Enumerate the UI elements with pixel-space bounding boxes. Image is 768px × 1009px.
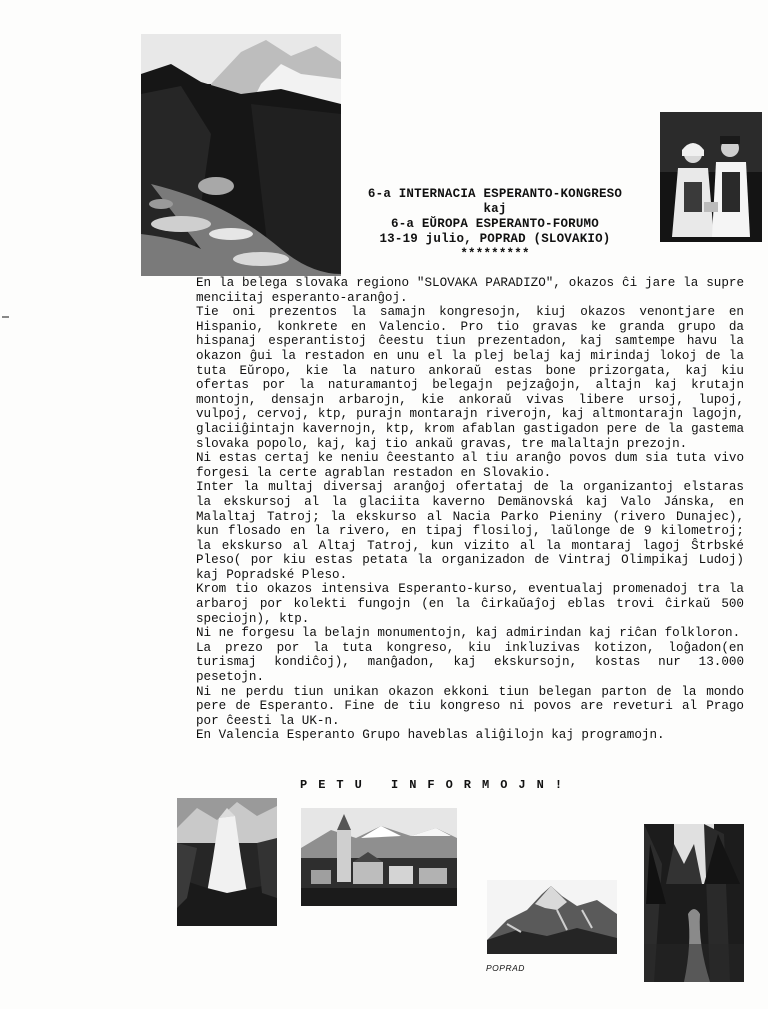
folk-costume-couple-photo — [660, 112, 762, 242]
article-body — [196, 276, 744, 743]
mountain-stream-photo — [141, 34, 341, 276]
request-info-title: PETU INFORMOJN! — [300, 778, 574, 792]
margin-mark — [2, 316, 9, 318]
paragraph: Ni estas certaj ke neniu ĉeestanto al tiu aranĝo povos dum sia tuta vivo forgesi la certe agrablan restadon en Slovakio. — [196, 451, 744, 480]
rock-tower-photo — [177, 798, 277, 926]
heading-line-3: 6-a EŬROPA ESPERANTO-FORUMO — [391, 217, 599, 231]
congress-heading — [340, 187, 650, 262]
paragraph: En Valencia Esperanto Grupo haveblas aliĝilojn kaj programojn. — [196, 728, 665, 743]
heading-line-1: 6-a INTERNACIA ESPERANTO-KONGRESO — [367, 187, 623, 201]
paragraph: La prezo por la tuta kongreso, kiu inkluzivas kotizon, loĝadon(en turismaj kondiĉoj), manĝadon, kaj ekskursojn, kostas nur 13.000 pesetojn. — [196, 640, 744, 685]
paragraph: Inter la multaj diversaj aranĝoj ofertataj de la organizantoj elstaras la ekskursoj al la glaciita kaverno Demänovská kaj Valo Jánska, en Malaltaj Tatroj; la ekskurso al Nacia Parko Pieniny (rivero Dunajec), kun flosado en la rivero, en tipaj flosiloj, laŭlonge de 9 kilometroj; la ekskurso al Altaj Tatroj, kun vizito al la montaraj lagoj Ŝtrbské Pleso( por kiu estas petata la organizadon de Vintraj Olimpikaj Ludoj) kaj Popradské Pleso. — [196, 480, 744, 582]
heading-line-2: kaj — [483, 202, 507, 216]
photo-caption: POPRAD — [486, 963, 525, 973]
town-church-photo — [301, 808, 457, 906]
heading-stars: ********* — [460, 247, 530, 261]
paragraph: Tie oni prezentos la samajn kongresojn, kiuj okazos venontjare en Hispanio, konkrete en Valencio. Pro tio gravas ke granda grupo da hispanaj esperantistoj ĉeestu tiun prezentadon, kaj samtempe havu la okazon ĝui la restadon en unu el la plej belaj kaj mirindaj lokoj de la tuta Eŭropo, kie la naturo ankoraŭ estas bone prizorgata, kaj kiu ofertas por la naturamantoj belegajn pejzaĝojn, altajn kaj krutajn montojn, densajn arbarojn, kie ankoraŭ vivas libere ursoj, lupoj, vulpoj, cervoj, ktp, purajn montarajn riverojn, kaj altmontarajn lagojn, glaciiĝintajn kavernojn, ktp, krom afablan gastigadon pere de la gastema slovaka popolo, kaj, kaj tio ankaŭ gravas, tre malaltajn prezojn. — [196, 305, 744, 451]
paragraph: Krom tio okazos intensiva Esperanto-kurso, eventualaj promenadoj tra la arbaroj por kolekti fungojn (en la ĉirkaŭaĵoj eblas trovi ĉirkaŭ 500 speciojn), ktp. — [196, 582, 744, 626]
poprad-peaks-photo — [487, 880, 617, 954]
paragraph: Ni ne forgesu la belajn monumentojn, kaj admirindan kaj riĉan folkloron. — [196, 626, 741, 641]
paragraph: Ni ne perdu tiun unikan okazon ekkoni tiun belegan parton de la mondo pere de Esperanto. Fine de tiu kongreso ni povos are reveturi al Prago por ĉeesti la UK-n. — [196, 684, 744, 728]
forest-path-photo — [644, 824, 744, 982]
heading-line-4: 13-19 julio, POPRAD (SLOVAKIO) — [379, 232, 611, 246]
paragraph: En la belega slovaka regiono "SLOVAKA PARADIZO", okazos ĉi jare la supre menciitaj esperanto-aranĝoj. — [196, 276, 744, 305]
